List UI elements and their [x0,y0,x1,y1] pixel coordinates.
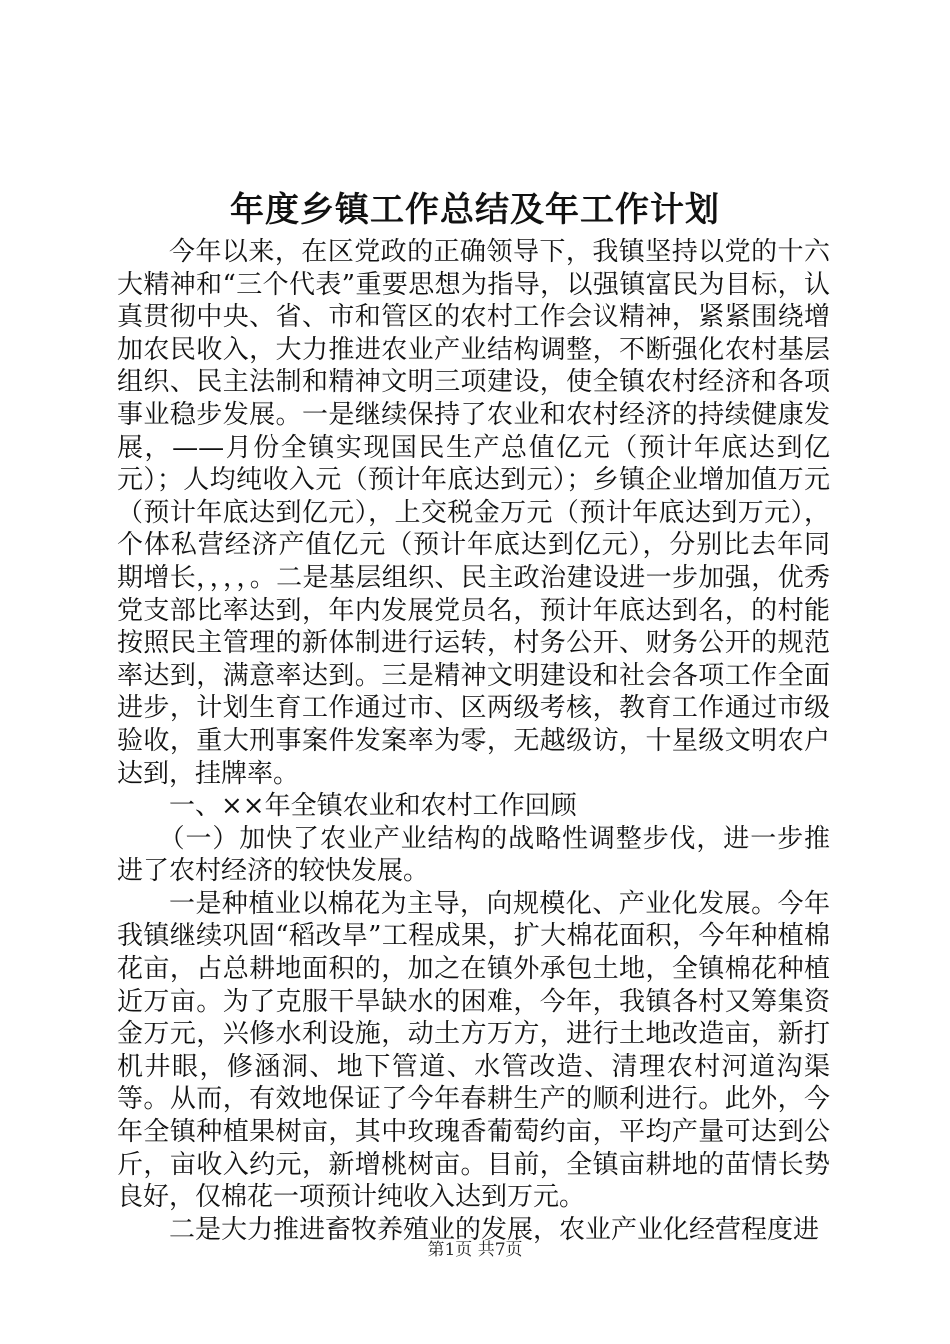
section-heading: 一、××年全镇农业和农村工作回顾 [169,791,577,822]
paragraph-livestock: 二是大力推进畜牧养殖业的发展，农业产业化经营程度进 [169,1214,820,1245]
document-body [117,236,830,1246]
paragraph-intro: 今年以来，在区党政的正确领导下，我镇坚持以党的十六大精神和“三个代表”重要思想为指导，以强镇富民为目标，认真贯彻中央、省、市和管区的农村工作会议精神，紧紧围绕增加农民收入，大力推进农业产业结构调整，不断强化农村基层组织、民主法制和精神文明三项建设，使全镇农村经济和各项事业稳步发展。一是继续保持了农业和农村经济的持续健康发展，——月份全镇实现国民生产总值亿元（预计年底达到亿元）；人均纯收入元（预计年底达到元）；乡镇企业增加值万元（预计年底达到亿元），上交税金万元（预计年底达到万元），个体私营经济产值亿元（预计年底达到亿元），分别比去年同期增长，，，，。二是基层组织、民主政治建设进一步加强，优秀党支部比率达到，年内发展党员名，预计年底达到名，的村能按照民主管理的新体制进行运转，村务公开、财务公开的规范率达到，满意率达到。三是精神文明建设和社会各项工作全面进步，计划生育工作通过市、区两级考核，教育工作通过市级验收，重大刑事案件发案率为零，无越级访，十星级文明农户达到，挂牌率。 [117,237,830,789]
subsection-heading: （一）加快了农业产业结构的战略性调整步伐，进一步推进了农村经济的较快发展。 [117,823,830,887]
document-title: 年度乡镇工作总结及年工作计划 [230,190,720,230]
page-footer: 第1页 共7页 [427,1240,523,1260]
paragraph-planting: 一是种植业以棉花为主导，向规模化、产业化发展。今年我镇继续巩固“稻改旱”工程成果，扩大棉花面积，今年种植棉花亩，占总耕地面积的，加之在镇外承包土地，全镇棉花种植近万亩。为了克服干旱缺水的困难，今年，我镇各村又筹集资金万元，兴修水利设施，动土方万方，进行土地改造亩，新打机井眼，修涵洞、地下管道、水管改造、清理农村河道沟渠等。从而，有效地保证了今年春耕生产的顺利进行。此外，今年全镇种植果树亩，其中玫瑰香葡萄约亩，平均产量可达到公斤，亩收入约元，新增桃树亩。目前，全镇亩耕地的苗情长势良好，仅棉花一项预计纯收入达到万元。 [117,888,830,1213]
